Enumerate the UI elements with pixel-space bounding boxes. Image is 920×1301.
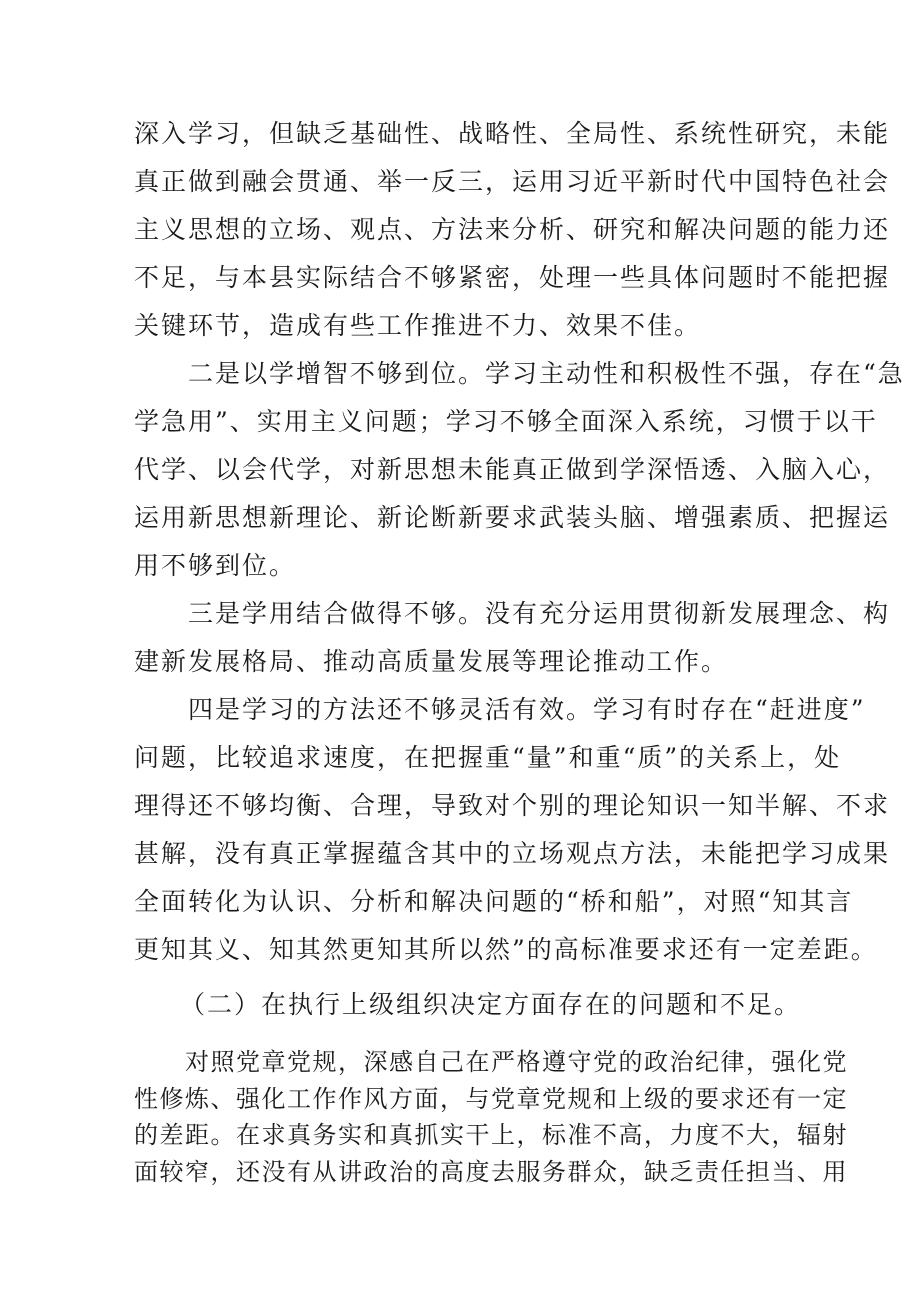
text-line: 问题，比较追求速度，在把握重“量”和重“质”的关系上，处	[134, 743, 842, 772]
text-line: 甚解，没有真正掌握蕴含其中的立场观点方法，未能把学习成果	[134, 839, 891, 868]
section-one-body	[134, 110, 905, 974]
text-line: 用不够到位。	[134, 551, 297, 580]
text-line: 学急用”、实用主义问题；学习不够全面深入系统，习惯于以干	[134, 407, 878, 436]
section-two-heading: （二）在执行上级组织决定方面存在的问题和不足。	[180, 990, 802, 1019]
text-line: 对照党章党规，深感自己在严格遵守党的政治纪律，强化党	[134, 1048, 848, 1076]
text-line: 的差距。在求真务实和真抓实干上，标准不高，力度不大，辐射	[134, 1121, 848, 1149]
text-line: 更知其义、知其然更知其所以然”的高标准要求还有一定差距。	[134, 935, 878, 964]
paragraph-point-four	[134, 686, 891, 974]
paragraph-intro-continued	[134, 110, 891, 350]
text-line: 真正做到融会贯通、举一反三，运用习近平新时代中国特色社会	[134, 167, 891, 196]
text-line: 性修炼、强化工作作风方面，与党章党规和上级的要求还有一定	[134, 1084, 848, 1113]
text-line: 面较窄，还没有从讲政治的高度去服务群众，缺乏责任担当、用	[134, 1157, 848, 1186]
text-line: 运用新思想新理论、新论断新要求武装头脑、增强素质、把握运	[134, 503, 891, 532]
text-line: 四是学习的方法还不够灵活有效。学习有时存在“赶进度”	[134, 695, 866, 724]
paragraph-point-three	[134, 590, 891, 686]
text-line: 全面转化为认识、分析和解决问题的“桥和船”，对照“知其言	[134, 887, 854, 916]
text-line: 主义思想的立场、观点、方法来分析、研究和解决问题的能力还	[134, 215, 891, 244]
text-line: 三是学用结合做得不够。没有充分运用贯彻新发展理念、构	[134, 599, 891, 628]
text-line: 不足，与本县实际结合不够紧密，处理一些具体问题时不能把握	[134, 263, 891, 292]
text-line: 深入学习，但缺乏基础性、战略性、全局性、系统性研究，未能	[134, 119, 891, 148]
text-line: 建新发展格局、推动高质量发展等理论推动工作。	[134, 647, 729, 676]
text-line: 关键环节，造成有些工作推进不力、效果不佳。	[134, 311, 702, 340]
text-line: 二是以学增智不够到位。学习主动性和积极性不强，存在“急	[134, 359, 905, 388]
text-line: 代学、以会代学，对新思想未能真正做到学深悟透、入脑入心，	[134, 455, 891, 484]
text-line: 理得还不够均衡、合理，导致对个别的理论知识一知半解、不求	[134, 791, 891, 820]
section-two-body	[134, 1044, 848, 1190]
paragraph-point-two	[134, 350, 905, 590]
